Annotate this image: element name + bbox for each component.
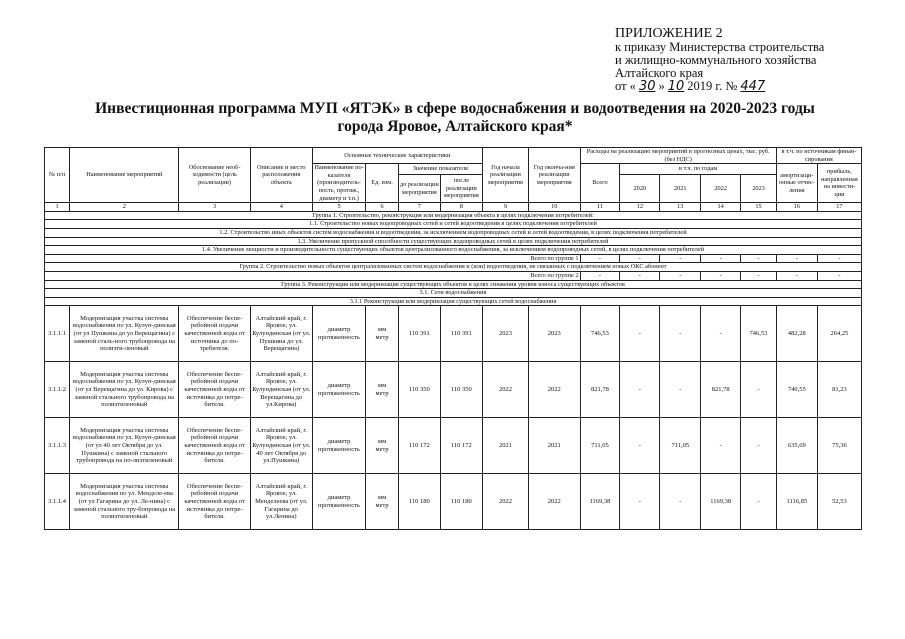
total-group-2-row [45,271,862,280]
row-unit-1: мм [377,382,387,390]
row-after: 110 180 [440,474,482,530]
row-start: 2023 [482,306,528,362]
group-1-1-row [45,220,862,229]
row-2021: - [660,474,701,530]
row-2022: 1169,38 [701,474,741,530]
group-3-1-label: 3.1. Сети водоснабжения [45,289,862,298]
col-number: 9 [482,203,528,212]
date-prefix: от « [615,79,636,93]
row-2020: - [620,474,660,530]
row-after: 110 172 [440,418,482,474]
row-total: 746,53 [580,306,620,362]
date-year: 2019 г. № [687,79,738,93]
row-2020: - [620,418,660,474]
total-group-1-label: Всего по группе 1 [45,254,581,263]
col-number: 12 [620,203,660,212]
group-1-1-label: 1.1. Строительство новых водопроводных сетей и сетей водоотведения в целях подключения потребителей [45,220,862,229]
group-3-1-row [45,289,862,298]
col-number: 1 [45,203,70,212]
sources-header: в т.ч. по источникам финан-сирования [776,148,861,164]
col-start-header: Год начала реализации мероприятия [482,148,528,203]
col-2023-header: 2023 [741,175,777,203]
row-reason: Обеспечение беспе-ребойной подачи качественной воды от источника до потре-бителя. [179,362,250,418]
group-3-label: Группа 3. Реконструкция или модернизация существующих объектов в целях снижения уровня износа существующих объектов [45,280,862,289]
date-day: 30 [638,79,656,94]
col-number: 13 [660,203,701,212]
row-end: 2022 [529,474,580,530]
col-number: 5 [312,203,366,212]
col-number: 8 [440,203,482,212]
row-before: 110 391 [398,306,440,362]
row-number: 3.1.1.4 [45,474,70,530]
group-1-2-label: 1.2. Строительство иных объектов систем водоснабжения и водоотведения, за исключением водопроводных сетей и сетей водоотведения, в целях подключения потребителей [45,228,862,237]
total-cell: - [620,271,660,280]
total-cell: - [701,254,741,263]
row-unit-2: метр [375,333,389,341]
title-line-1: Инвестиционная программа МУП «ЯТЭК» в сфере водоснабжения и водоотведения на 2020-2023 годы [95,100,815,117]
total-cell: - [701,271,741,280]
col-place-header: Описание и место расположения объекта [250,148,312,203]
col-total-header: Всего [580,164,620,203]
row-before: 110 172 [398,418,440,474]
group-1-label: Группа 1. Строительство, реконструкция или модернизация объекта в целях подключения потребителей: [45,211,862,220]
row-place: Алтайский край, г. Яровое, ул. Кулундинская (от ул. Пушкина до ул. Верещагина) [250,306,312,362]
col-profit-header: прибыль, направленная на инвести-ции [817,164,861,203]
appendix-line-2: и жилищно-коммунального хозяйства [615,53,817,67]
row-amort: 740,55 [776,362,817,418]
total-cell: - [776,271,817,280]
col-unit-header: Ед. изм. [366,164,399,203]
row-2020: - [620,362,660,418]
row-amort: 482,28 [776,306,817,362]
col-name-header: Наименование мероприятий [70,148,179,203]
group-2-row [45,263,862,272]
total-cell: - [741,254,777,263]
row-reason: Обеспечение беспе-ребойной подачи качественной воды от источника до по-требителя. [179,306,250,362]
row-2021: - [660,306,701,362]
row-profit: 52,53 [817,474,861,530]
row-place: Алтайский край, г. Яровое, ул. Кулундинская (от ул. 40 лет Октября до ул.Пушкина) [250,418,312,474]
row-2023: 746,53 [741,306,777,362]
col-number: 7 [398,203,440,212]
header-row-1 [45,148,862,164]
investment-table [44,147,862,530]
total-cell: - [817,271,861,280]
total-group-2-label: Всего по группе 2 [45,271,581,280]
total-cell: - [660,254,701,263]
table-row [45,362,862,418]
col-number: 17 [817,203,861,212]
row-indicator: диаметр протяженность [312,418,366,474]
row-2021: 711,05 [660,418,701,474]
row-number: 3.1.1.1 [45,306,70,362]
row-amort: 635,69 [776,418,817,474]
col-reason-header: Обоснование необ-ходимости (цель реализации) [179,148,250,203]
col-2021-header: 2021 [660,175,701,203]
appendix-date-line [615,80,895,93]
group-2-label: Группа 2. Строительство новых объектов централизованных систем водоснабжения и (или) водоотведения, не связанных с подключением новых ОКС абонент [45,263,862,272]
row-start: 2021 [482,418,528,474]
row-unit-2: метр [375,389,389,397]
group-3-row [45,280,862,289]
row-total: 821,78 [580,362,620,418]
col-number: 14 [701,203,741,212]
col-2020-header: 2020 [620,175,660,203]
group-1-row [45,211,862,220]
col-number: 15 [741,203,777,212]
total-group-1-row [45,254,862,263]
col-amort-header: амортизаци-онные отчис-ления [776,164,817,203]
col-2022-header: 2022 [701,175,741,203]
col-number: 6 [366,203,399,212]
row-number: 3.1.1.2 [45,362,70,418]
row-profit: 264,25 [817,306,861,362]
row-total: 1169,38 [580,474,620,530]
col-after-header: после реализации мероприятия [440,175,482,203]
tech-header: Основные технические характеристики [312,148,482,164]
row-2023: - [741,362,777,418]
col-number: 2 [70,203,179,212]
col-number: 4 [250,203,312,212]
row-end: 2022 [529,362,580,418]
row-profit: 75,36 [817,418,861,474]
row-end: 2021 [529,418,580,474]
row-indicator: диаметр протяженность [312,362,366,418]
title-line-2: города Яровое, Алтайского края* [337,118,573,135]
row-name: Модернизация участка системы водоснабжения по ул. Кулун-динская (от ул Пушкина до ул Верещагина) с заменой сталь-ного трубопровода на полиэти-леновый [70,306,179,362]
row-indicator: диаметр протяженность [312,474,366,530]
col-indicator-header: Наименование по-казателя (производитель-ность, протяж., диаметр и т.п.) [312,164,366,203]
group-1-4-label: 1.4. Увеличение мощности и производительности существующих объектов централизованного водоснабжения, за исключением водопроводных сетей, в целях подключения потребителей [45,246,862,255]
total-cell: - [817,254,861,263]
row-start: 2022 [482,362,528,418]
row-after: 110 350 [440,362,482,418]
table-row [45,306,862,362]
row-name: Модернизация участка системы водоснабжения по ул. Менделе-ева (от ул Гагарина до ул. Ле-нина) с заменой стального тру-бопровода на полиэтиленовый [70,474,179,530]
row-name: Модернизация участка системы водоснабжения по ул. Кулун-динская (от ул 40 лет Октября до ул. Пушкина) с заменой стального трубопровода на по-лиэтиленовый [70,418,179,474]
row-name: Модернизация участка системы водоснабжения по ул. Кулун-динская (от ул Верещагина до ул. Кирова) с заменой стального трубопровода на полиэтиленовый [70,362,179,418]
row-2021: - [660,362,701,418]
col-before-header: до реализации мероприятия [398,175,440,203]
appendix-title: ПРИЛОЖЕНИЕ 2 [615,26,723,41]
appendix-block [615,26,895,93]
row-place: Алтайский край, г. Яровое, ул. Кулундинская (от ул. Верещагина до ул.Кирова) [250,362,312,418]
row-2022: 821,78 [701,362,741,418]
row-2022: - [701,418,741,474]
row-start: 2022 [482,474,528,530]
group-1-2-row [45,228,862,237]
expenses-header: Расходы на реализацию мероприятий в прогнозных ценах, тыс. руб. (без НДС) [580,148,776,164]
row-2023: - [741,418,777,474]
row-2023: - [741,474,777,530]
row-place: Алтайский край, г. Яровое, ул. Менделеева (от ул. Гагарина до ул.Ленина) [250,474,312,530]
order-number: 447 [740,79,766,94]
date-month: 10 [667,79,685,94]
col-num-header: № п/п [45,148,70,203]
total-cell: - [580,271,620,280]
row-profit: 81,23 [817,362,861,418]
row-amort: 1116,85 [776,474,817,530]
group-3-1-1-label: 3.1.1 Реконструкция или модернизация существующих сетей водоснабжения [45,297,862,306]
row-2020: - [620,306,660,362]
group-3-1-1-row [45,297,862,306]
group-1-3-row [45,237,862,246]
row-before: 110 180 [398,474,440,530]
col-number: 11 [580,203,620,212]
row-2022: - [701,306,741,362]
table-row [45,474,862,530]
appendix-line-3: Алтайского края [615,66,704,80]
table-row [45,418,862,474]
row-unit-1: мм [377,438,387,446]
col-number: 16 [776,203,817,212]
total-cell: - [660,271,701,280]
row-unit-1: мм [377,326,387,334]
row-unit-2: метр [375,501,389,509]
group-1-3-label: 1.3. Увеличение пропускной способности существующих водопроводных сетей в целях подключения потребителей [45,237,862,246]
total-cell: - [741,271,777,280]
row-before: 110 350 [398,362,440,418]
date-mid: » [658,79,665,93]
row-reason: Обеспечение беспе-ребойной подачи качественной воды от источника до потре-бителя. [179,474,250,530]
column-number-row [45,203,862,212]
col-number: 10 [529,203,580,212]
row-total: 711,05 [580,418,620,474]
value-header: Значение показателя [398,164,482,175]
row-unit-2: метр [375,445,389,453]
appendix-line-1: к приказу Министерства строительства [615,40,825,54]
by-years-header: в т.ч. по годам [620,164,776,175]
row-unit-1: мм [377,494,387,502]
row-reason: Обеспечение беспе-ребойной подачи качественной воды от источника до потре-бителя. [179,418,250,474]
row-after: 110 391 [440,306,482,362]
total-cell: - [776,254,817,263]
total-cell: - [620,254,660,263]
document-title [60,100,850,136]
row-number: 3.1.1.3 [45,418,70,474]
row-end: 2023 [529,306,580,362]
row-indicator: диаметр протяженность [312,306,366,362]
group-1-4-row [45,246,862,255]
col-end-header: Год оконча-ния реализации мероприятия [529,148,580,203]
total-cell: - [580,254,620,263]
col-number: 3 [179,203,250,212]
